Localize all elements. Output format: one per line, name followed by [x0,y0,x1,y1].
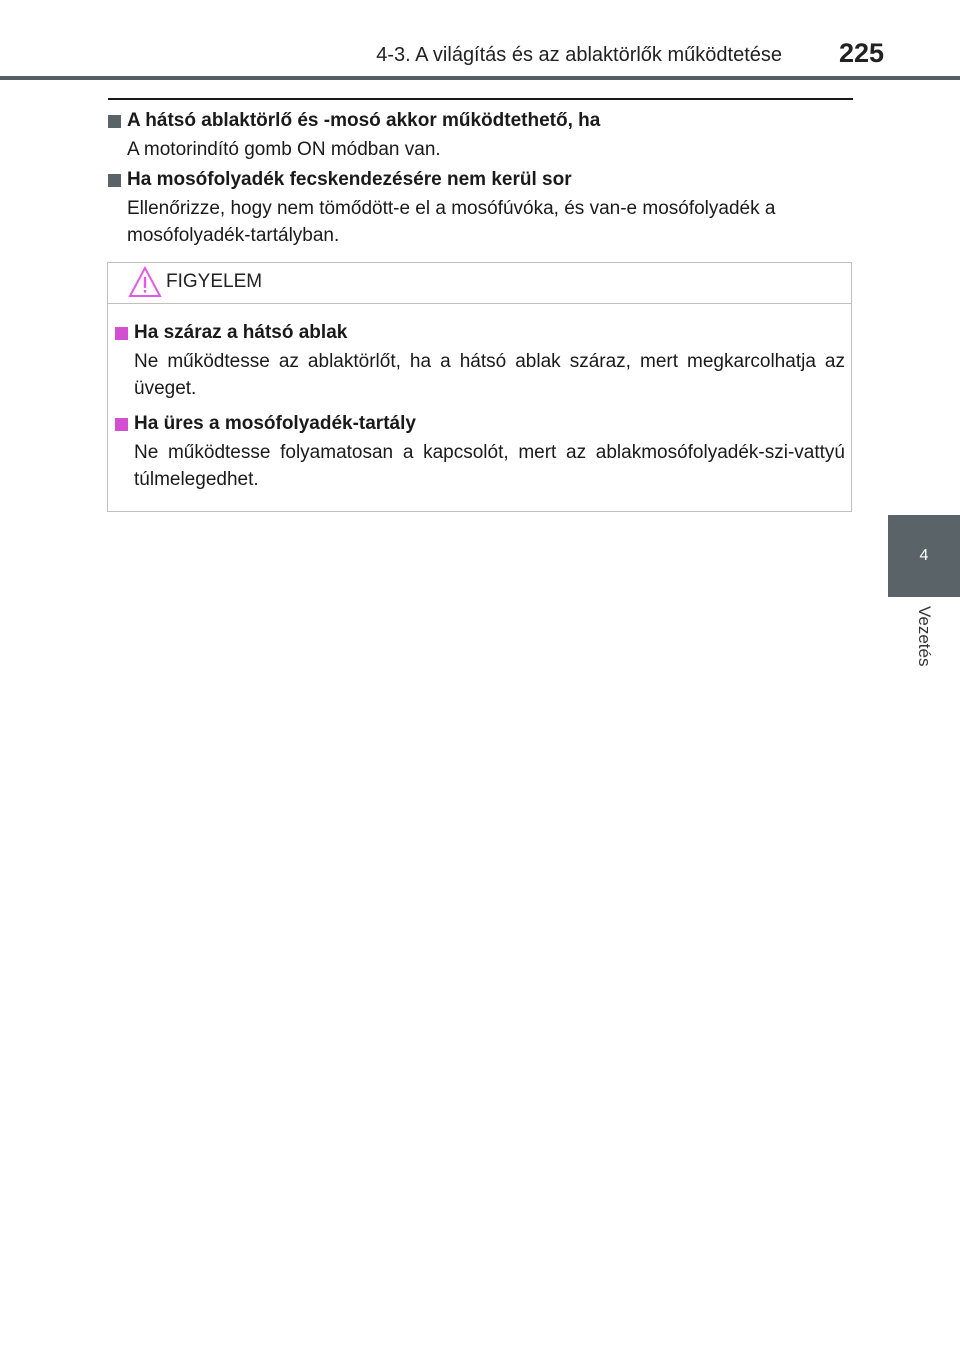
bullet-square-icon [115,327,128,340]
section-heading-text: A hátsó ablaktörlő és -mosó akkor működtethető, ha [127,110,601,131]
warning-box [107,262,852,512]
warning-triangle-icon [128,265,162,299]
running-header-title: 4-3. A világítás és az ablaktörlők működtetése [376,44,782,66]
warning-item-heading [115,411,845,437]
section-body: Ellenőrizze, hogy nem tömődött-e el a mosófúvóka, és van-e mosófolyadék a mosófolyadék-tartályban. [127,198,776,246]
page-number: 225 [838,38,884,68]
warning-item-heading [115,320,845,346]
bullet-square-icon [115,418,128,431]
warning-item-body: Ne működtesse az ablaktörlőt, ha a hátsó ablak száraz, mert megkarcolhatja az üveget. [134,351,845,399]
section-heading [108,167,853,193]
chapter-number: 4 [919,547,929,564]
bullet-square-icon [108,174,121,187]
section-heading-text: Ha mosófolyadék fecskendezésére nem kerül sor [127,169,572,190]
bullet-square-icon [108,115,121,128]
chapter-label: Vezetés [915,606,934,667]
section-body: A motorindító gomb ON módban van. [127,139,441,160]
section-washer-not-spraying [108,167,853,249]
section-heading [108,108,853,134]
section-rear-wiper-operable [108,108,853,163]
chapter-tab [888,515,960,597]
warning-title: FIGYELEM [166,271,263,292]
warning-item-dry-window [115,320,845,402]
warning-item-heading-text: Ha üres a mosófolyadék-tartály [134,413,416,434]
content-rule [108,98,853,100]
warning-item-heading-text: Ha száraz a hátsó ablak [134,322,348,343]
warning-item-empty-tank [115,411,845,493]
warning-header [108,263,851,304]
header-rule [0,76,960,80]
warning-item-body: Ne működtesse folyamatosan a kapcsolót, mert az ablakmosófolyadék-szi-vattyú túlmelegedhet. [134,442,845,490]
